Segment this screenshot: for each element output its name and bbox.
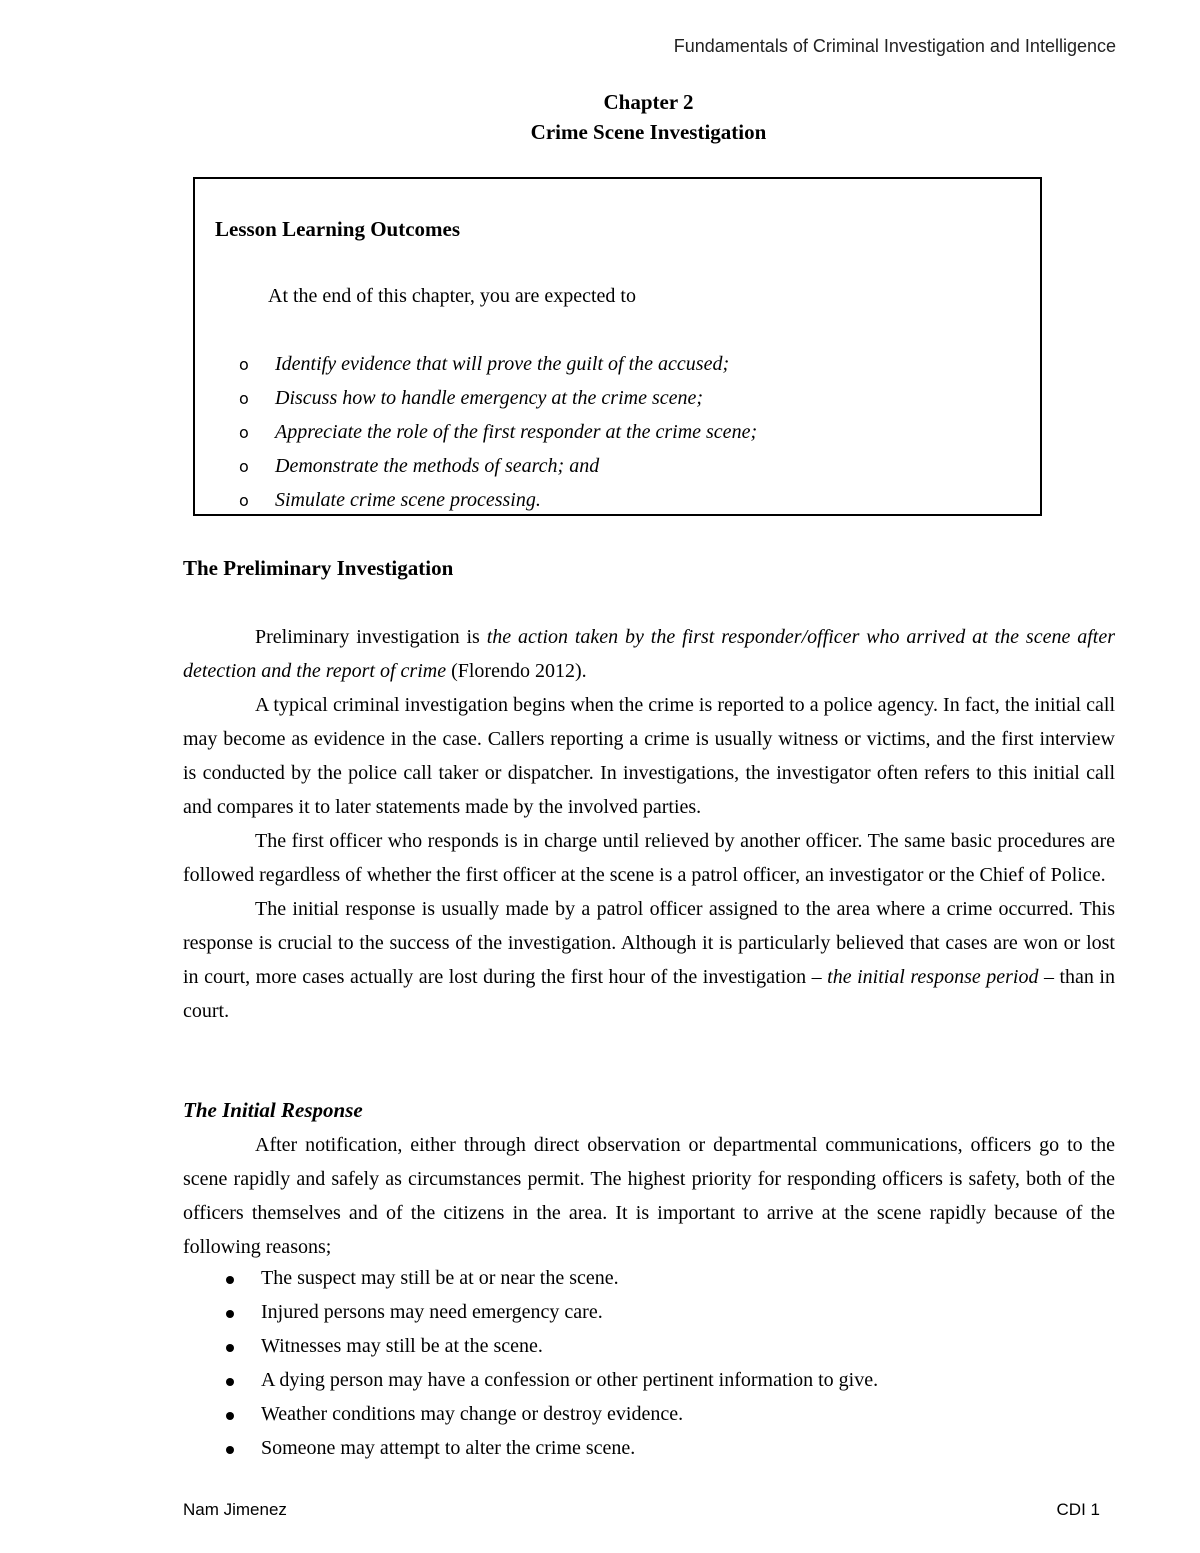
chapter-title: Crime Scene Investigation (530, 120, 767, 144)
paragraph: The initial response is usually made by a patrol officer assigned to the area where a crime occurred. This response is crucial to the success of the investigation. Although it is particularly believed that cases are won or lost in court, more cases actually are lost during the first hour of the investigation – the initial response period – than in court. (183, 898, 1115, 1022)
section-title-preliminary: The Preliminary Investigation (183, 556, 454, 580)
circle-bullet-icon: o (239, 389, 249, 408)
circle-bullet-icon: o (239, 457, 249, 476)
chapter-number: Chapter 2 (603, 90, 694, 114)
paragraph: A typical criminal investigation begins when the crime is reported to a police agency. In fact, the initial call may become as evidence in the case. Callers reporting a crime is usually witness or victims, and the first interview is conducted by the police call taker or dispatcher. In investigations, the investigator often refers to this initial call and compares it to later statements made by the involved parties. (183, 694, 1115, 818)
circle-bullet-icon: o (239, 491, 249, 510)
paragraph: Preliminary investigation is the action taken by the first responder/officer who arrived at the scene after detection and the report of crime (Florendo 2012). (183, 626, 1115, 682)
bullet-icon (226, 1276, 234, 1284)
bullet-icon (226, 1310, 234, 1318)
outcomes-title: Lesson Learning Outcomes (215, 217, 461, 241)
bullet-icon (226, 1412, 234, 1420)
section-title-initial-response: The Initial Response (183, 1098, 363, 1122)
circle-bullet-icon: o (239, 423, 249, 442)
bullet-icon (226, 1344, 234, 1352)
body-text-preliminary (183, 620, 1115, 1028)
bullet-icon (226, 1446, 234, 1454)
paragraph: The first officer who responds is in charge until relieved by another officer. The same basic procedures are followed regardless of whether the first officer at the scene is a patrol officer, an investigator or the Chief of Police. (183, 830, 1115, 886)
paragraph: After notification, either through direct observation or departmental communications, officers go to the scene rapidly and safely as circumstances permit. The highest priority for responding officers is safety, both of the officers themselves and of the citizens in the area. It is important to arrive at the scene rapidly because of the following reasons; (183, 1134, 1115, 1258)
footer-course: CDI 1 (1056, 1500, 1100, 1519)
footer-author: Nam Jimenez (183, 1500, 287, 1519)
running-header: Fundamentals of Criminal Investigation and Intelligence (673, 36, 1116, 56)
body-text-initial-response (183, 1128, 1115, 1264)
outcomes-intro: At the end of this chapter, you are expected to (268, 285, 636, 307)
bullet-icon (226, 1378, 234, 1386)
circle-bullet-icon: o (239, 355, 249, 374)
